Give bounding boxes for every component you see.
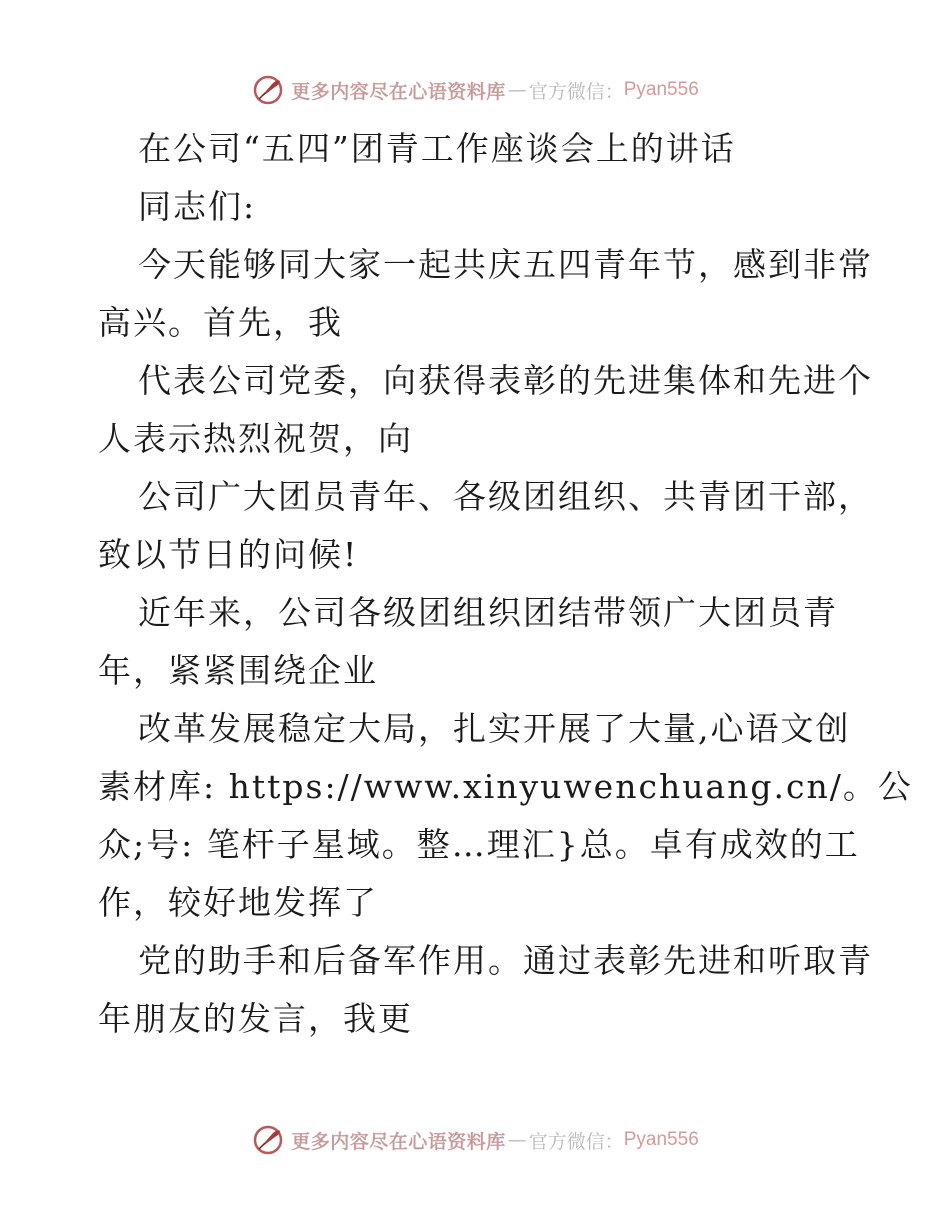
watermark-text: 更多内容尽在心语资料库: [291, 80, 506, 103]
text-line-6: 人表示热烈祝贺，向: [98, 419, 413, 458]
text-line-14: 作，较好地发挥了: [98, 883, 378, 922]
watermark-wechat-id: Pyan556: [623, 1129, 699, 1150]
text-line-12: 素材库: https://www.xinyuwenchuang.cn/。公: [98, 767, 913, 806]
watermark-text: 更多内容尽在心语资料库: [291, 1130, 506, 1153]
watermark-wechat-label: 官方微信：: [528, 80, 624, 103]
text-line-16: 年朋友的发言，我更: [98, 999, 413, 1038]
text-line-3: 今天能够同大家一起共庆五四青年节，感到非常: [138, 245, 873, 284]
watermark-dash: —: [507, 79, 527, 101]
text-line-1: 在公司“五四”团青工作座谈会上的讲话: [138, 129, 736, 168]
text-line-9: 近年来，公司各级团组织团结带领广大团员青: [138, 593, 838, 632]
text-line-10: 年，紧紧围绕企业: [98, 651, 378, 690]
text-line-13: 众;号: 笔杆子星域。整…理汇}总。卓有成效的工: [98, 825, 860, 864]
text-line-5: 代表公司党委，向获得表彰的先进集体和先进个: [138, 361, 873, 400]
text-line-15: 党的助手和后备军作用。通过表彰先进和听取青: [138, 941, 873, 980]
document-body: [98, 120, 913, 1048]
text-line-7: 公司广大团员青年、各级团组织、共青团干部，: [138, 477, 873, 516]
feather-pen-logo-icon: [251, 1123, 285, 1157]
text-line-11: 改革发展稳定大局，扎实开展了大量,心语文创: [138, 709, 851, 748]
watermark-wechat-label: 官方微信：: [528, 1130, 624, 1153]
text-line-8: 致以节日的问候!: [98, 535, 359, 574]
text-line-4: 高兴。首先，我: [98, 303, 343, 342]
feather-pen-logo-icon: [251, 73, 285, 107]
footer-watermark: [0, 1122, 950, 1158]
watermark-dash: —: [507, 1129, 527, 1151]
header-watermark: [0, 72, 950, 108]
watermark-wechat-id: Pyan556: [623, 79, 699, 100]
text-line-2: 同志们:: [138, 187, 257, 226]
